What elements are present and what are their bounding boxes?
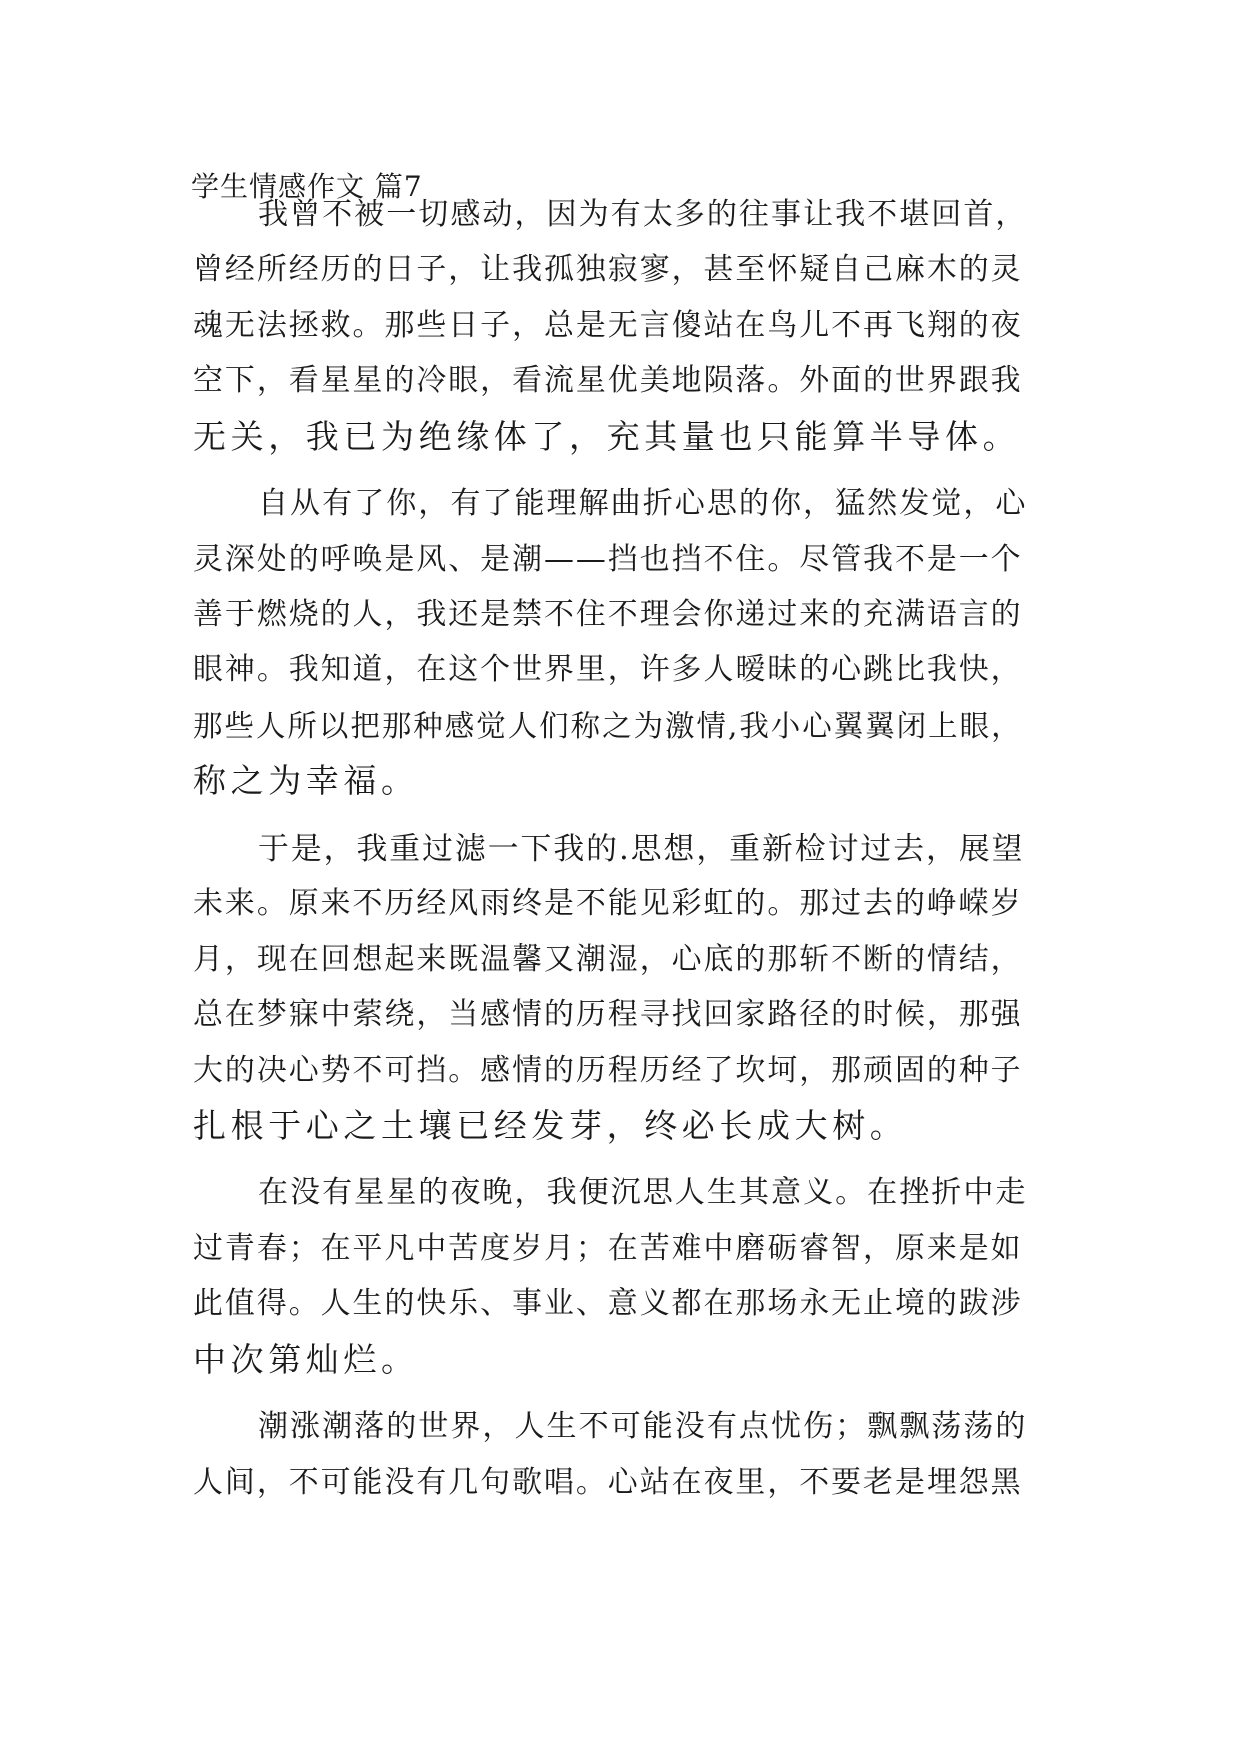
paragraph-line: 曾经所经历的日子，让我孤独寂寥，甚至怀疑自己麻木的灵 [193,252,1023,287]
paragraph-line: 灵深处的呼唤是风、是潮——挡也挡不住。尽管我不是一个 [193,542,1023,577]
paragraph-line: 中次第灿烂。 [193,1340,419,1379]
paragraph-line: 大的决心势不可挡。感情的历程历经了坎坷，那顽固的种子 [193,1053,1023,1088]
paragraph-line: 月，现在回想起来既温馨又潮湿，心底的那斩不断的情结， [193,942,1023,977]
paragraph-line: 于是，我重过滤一下我的.思想，重新检讨过去，展望 [258,831,1025,867]
paragraph-line: 自从有了你，有了能理解曲折心思的你，猛然发觉，心 [258,486,1028,521]
paragraph-line: 空下，看星星的冷眼，看流星优美地陨落。外面的世界跟我 [193,363,1023,398]
paragraph-line: 我曾不被一切感动，因为有太多的往事让我不堪回首， [258,197,1028,232]
paragraph-line: 未来。原来不历经风雨终是不能见彩虹的。那过去的峥嵘岁 [193,886,1023,921]
paragraph-line: 称之为幸福。 [193,761,419,800]
paragraph-line: 过青春；在平凡中苦度岁月；在苦难中磨砺睿智，原来是如 [193,1231,1023,1266]
paragraph-line: 此值得。人生的快乐、事业、意义都在那场永无止境的跋涉 [193,1286,1023,1321]
paragraph-line: 善于燃烧的人，我还是禁不住不理会你递过来的充满语言的 [193,597,1023,632]
paragraph-line: 潮涨潮落的世界，人生不可能没有点忧伤；飘飘荡荡的 [258,1409,1028,1444]
paragraph-line: 人间，不可能没有几句歌唱。心站在夜里，不要老是埋怨黑 [193,1465,1023,1500]
paragraph-line: 总在梦寐中萦绕，当感情的历程寻找回家路径的时候，那强 [193,997,1023,1032]
paragraph-line: 魂无法拯救。那些日子，总是无言傻站在鸟儿不再飞翔的夜 [193,308,1023,343]
document-title: 学生情感作文 篇7 [191,170,423,203]
paragraph-line: 眼神。我知道，在这个世界里，许多人暧昧的心跳比我快， [193,652,1023,687]
paragraph-line: 那些人所以把那种感觉人们称之为激情,我小心翼翼闭上眼， [193,709,1023,743]
paragraph-line: 在没有星星的夜晚，我便沉思人生其意义。在挫折中走 [258,1175,1028,1210]
paragraph-line: 无关，我已为绝缘体了，充其量也只能算半导体。 [193,417,1021,456]
paragraph-line: 扎根于心之土壤已经发芽，终必长成大树。 [193,1106,908,1145]
